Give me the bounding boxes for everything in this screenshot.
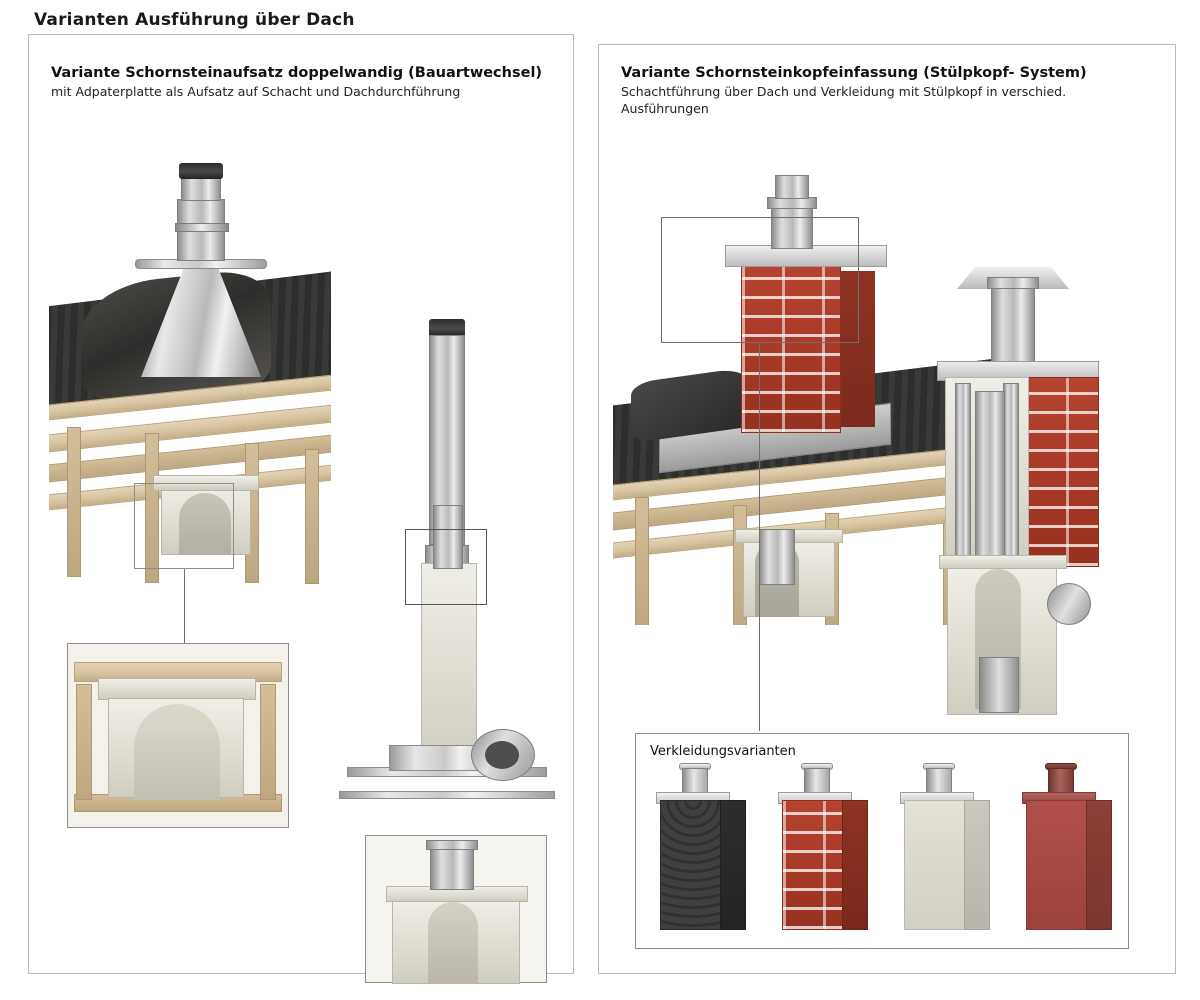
panel-variante-stuelpkopf (598, 44, 1176, 974)
variant-pipe-icon (926, 768, 952, 794)
verkleidungsvarianten-label: Verkleidungsvarianten (650, 744, 796, 759)
left-panel-subheading: mit Adpaterplatte als Aufsatz auf Schacht und Dachdurchführung (51, 84, 461, 99)
variant-dark-shingle-cladding (660, 760, 760, 930)
right-panel-subheading: Schachtführung über Dach und Verkleidung mit Stülpkopf in verschied. Ausführungen (621, 84, 1067, 116)
box-verkleidungsvarianten (635, 733, 1129, 949)
variant-pipe-icon (682, 768, 708, 794)
callout-leader-vertical (184, 569, 185, 647)
callout-marker-shaft-base (134, 483, 234, 569)
variant-plaster-cladding (904, 760, 1004, 930)
variant-stack-body (782, 800, 848, 930)
callout-marker-pipe-joint (405, 529, 487, 605)
variant-pipe-icon (1048, 768, 1074, 794)
callout-leader-to-variants (759, 343, 760, 731)
variant-stack-side (964, 800, 990, 930)
left-panel-heading: Variante Schornsteinaufsatz doppelwandig (Bauartwechsel) (51, 65, 543, 81)
panel-variante-schornsteinaufsatz (28, 34, 574, 974)
variant-pipe-icon (804, 768, 830, 794)
photo-detail-pipe-in-shaft (365, 835, 547, 983)
photo-detail-shaft-adapter (67, 643, 289, 828)
variant-stack-body (904, 800, 970, 930)
variant-brick-cladding (782, 760, 882, 930)
variant-stack-side (720, 800, 746, 930)
photo-stuelpkopf-cutaway-assembly (929, 205, 1169, 725)
callout-marker-chimney-head (661, 217, 859, 343)
variant-stack-body (1026, 800, 1092, 930)
right-panel-heading: Variante Schornsteinkopfeinfassung (Stülpkopf- System) (621, 65, 1087, 81)
page-title: Varianten Ausführung über Dach (34, 10, 355, 30)
variant-stack-side (1086, 800, 1112, 930)
variant-stack-side (842, 800, 868, 930)
variant-stack-body (660, 800, 726, 930)
variant-red-plaster-cladding (1026, 760, 1126, 930)
